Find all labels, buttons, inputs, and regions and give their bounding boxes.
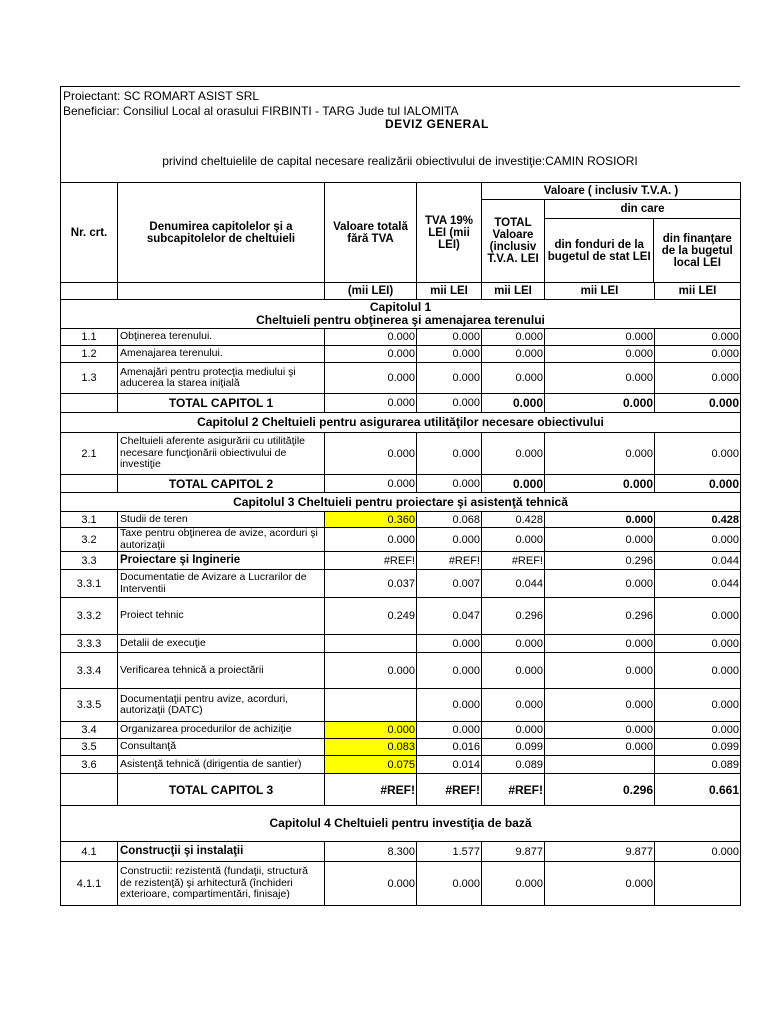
unit-local: mii LEI <box>655 283 741 300</box>
cell-total: 0.000 <box>482 653 545 689</box>
cell-nr: 4.1 <box>61 842 118 862</box>
cell-total: 0.000 <box>482 862 545 906</box>
cell-local: 0.044 <box>655 552 741 570</box>
cell-tva: 0.047 <box>417 598 482 635</box>
cell-total: #REF! <box>482 774 545 806</box>
cell-tva: 0.068 <box>417 512 482 528</box>
cell-stat: 0.000 <box>545 528 655 552</box>
cell-tva: 0.000 <box>417 433 482 475</box>
col-header-valoare-totala: Valoare totală fără TVA <box>325 183 417 283</box>
table-row <box>61 635 741 653</box>
cell-total: 9.877 <box>482 842 545 862</box>
cell-valoare: #REF! <box>325 552 417 570</box>
table-row <box>61 433 741 475</box>
cell-total: #REF! <box>482 552 545 570</box>
cell-local: 0.428 <box>655 512 741 528</box>
cell-valoare: #REF! <box>325 774 417 806</box>
col-header-sub <box>545 219 740 282</box>
cell-valoare: 0.000 <box>325 475 417 493</box>
cell-nr: 4.1.1 <box>61 862 118 906</box>
col-header-din-care-cell <box>545 200 741 283</box>
proiectant-line: Proiectant: SC ROMART ASIST SRL <box>63 89 260 103</box>
cell-local: 0.000 <box>655 653 741 689</box>
table-row <box>61 598 741 635</box>
cell-denumire: Amenajări pentru protecţia mediului şi aducerea la starea iniţială <box>118 363 325 394</box>
cell-stat <box>545 756 655 774</box>
chapter-title: Capitolul 3 Cheltuieli pentru proiectare şi asistenţă tehnică <box>61 493 741 512</box>
cell-stat: 0.000 <box>545 475 655 493</box>
cell-denumire: Taxe pentru obţinerea de avize, acorduri şi autorizaţii <box>118 528 325 552</box>
cell-valoare: 0.000 <box>325 528 417 552</box>
cell-tva: #REF! <box>417 552 482 570</box>
beneficiar-line: Beneficiar: Consiliul Local al orasului FIRBINTI - TARG Jude tul IALOMITA <box>63 104 459 118</box>
cell-total: 0.089 <box>482 756 545 774</box>
cell-stat: 0.000 <box>545 363 655 394</box>
col-header-denumire: Denumirea capitolelor şi a subcapitolelor de cheltuieli <box>118 183 325 283</box>
cell-local: 0.661 <box>655 774 741 806</box>
chapter-title: Capitolul 4 Cheltuieli pentru investiţia de bază <box>61 806 741 842</box>
cell-total: 0.000 <box>482 394 545 413</box>
cell-total: 0.000 <box>482 635 545 653</box>
cell-tva: #REF! <box>417 774 482 806</box>
cell-local: 0.000 <box>655 598 741 635</box>
table-row <box>61 653 741 689</box>
cell-valoare: 0.249 <box>325 598 417 635</box>
cell-local: 0.000 <box>655 635 741 653</box>
table-row <box>61 512 741 528</box>
col-header-tva: TVA 19% LEI (mii LEI) <box>417 183 482 283</box>
cell-valoare: 0.000 <box>325 862 417 906</box>
cell-valoare: 0.000 <box>325 394 417 413</box>
table-row <box>61 329 741 346</box>
cell-local: 0.089 <box>655 756 741 774</box>
cell-stat: 0.000 <box>545 570 655 598</box>
total-label: TOTAL CAPITOL 2 <box>118 475 325 493</box>
cell-tva: 0.000 <box>417 862 482 906</box>
cell-tva: 0.000 <box>417 689 482 722</box>
table-row <box>61 756 741 774</box>
cell-total: 0.000 <box>482 346 545 363</box>
cell-stat: 0.000 <box>545 722 655 739</box>
cell-local: 0.000 <box>655 363 741 394</box>
cell-stat: 0.000 <box>545 653 655 689</box>
cell-denumire: Constructii: rezistentă (fundaţii, structură de rezistenţă) şi arhitectură (închideri exterioare, compartimentări, finisaje) <box>118 862 325 906</box>
cell-stat: 0.000 <box>545 739 655 756</box>
cell-denumire: Obţinerea terenului. <box>118 329 325 346</box>
cell-total: 0.000 <box>482 689 545 722</box>
cell-denumire: Amenajarea terenului. <box>118 346 325 363</box>
unit-total: mii LEI <box>482 283 545 300</box>
total-label: TOTAL CAPITOL 1 <box>118 394 325 413</box>
cell-tva: 0.000 <box>417 653 482 689</box>
cell-local: 0.044 <box>655 570 741 598</box>
cell-denumire: Documentaţii pentru avize, acorduri, autorizaţii (DATC) <box>118 689 325 722</box>
cell-valoare: 0.000 <box>325 653 417 689</box>
cell-total: 0.000 <box>482 722 545 739</box>
cell-stat: 0.000 <box>545 346 655 363</box>
cell-nr: 3.4 <box>61 722 118 739</box>
cell-tva: 0.000 <box>417 346 482 363</box>
table-row <box>61 363 741 394</box>
document-subtitle: privind cheltuielile de capital necesare realizării obiectivului de investiţie:CAMIN ROSIORI <box>162 154 638 168</box>
total-row <box>61 394 741 413</box>
table-row <box>61 722 741 739</box>
cell-tva: 0.000 <box>417 635 482 653</box>
cell-local: 0.000 <box>655 433 741 475</box>
cell-valoare: 0.000 <box>325 722 417 739</box>
cell-valoare: 0.000 <box>325 346 417 363</box>
cell-local: 0.099 <box>655 739 741 756</box>
table-row <box>61 739 741 756</box>
cell-denumire: Consultanţă <box>118 739 325 756</box>
cell-nr: 1.1 <box>61 329 118 346</box>
cell-denumire: Construcţii şi instalaţii <box>118 842 325 862</box>
chapter-title: Capitolul 2 Cheltuieli pentru asigurarea utilităţilor necesare obiectivului <box>61 413 741 433</box>
cell-total: 0.000 <box>482 433 545 475</box>
cell-nr: 3.5 <box>61 739 118 756</box>
cell-valoare: 0.037 <box>325 570 417 598</box>
cell-nr: 3.3.1 <box>61 570 118 598</box>
cell-tva: 0.000 <box>417 722 482 739</box>
table-row <box>61 552 741 570</box>
unit-stat: mii LEI <box>545 283 655 300</box>
chapter-row <box>61 493 741 512</box>
cell-nr: 3.6 <box>61 756 118 774</box>
cell-total: 0.000 <box>482 329 545 346</box>
cell-total: 0.000 <box>482 528 545 552</box>
cell-stat: 0.000 <box>545 689 655 722</box>
cell-nr: 3.3.4 <box>61 653 118 689</box>
cell-tva: 0.000 <box>417 394 482 413</box>
col-header-fonduri-stat: din fonduri de la bugetul de stat LEI <box>545 219 654 282</box>
cell-tva: 1.577 <box>417 842 482 862</box>
cell-total: 0.099 <box>482 739 545 756</box>
deviz-table <box>60 182 741 906</box>
cell-local: 0.000 <box>655 346 741 363</box>
cell-local: 0.000 <box>655 528 741 552</box>
cell-stat: 0.000 <box>545 394 655 413</box>
cell-nr: 3.3.5 <box>61 689 118 722</box>
cell-tva: 0.007 <box>417 570 482 598</box>
cell-valoare: 0.000 <box>325 363 417 394</box>
unit-tva: mii LEI <box>417 283 482 300</box>
cell-nr: 3.3 <box>61 552 118 570</box>
cell-tva: 0.000 <box>417 475 482 493</box>
col-header-total: TOTAL Valoare (inclusiv T.V.A. LEI <box>482 200 545 283</box>
cell-nr: 3.2 <box>61 528 118 552</box>
cell-total: 0.044 <box>482 570 545 598</box>
cell-valoare <box>325 689 417 722</box>
document-title: DEVIZ GENERAL <box>385 117 489 131</box>
cell-valoare: 8.300 <box>325 842 417 862</box>
cell-local: 0.000 <box>655 329 741 346</box>
cell-local: 0.000 <box>655 842 741 862</box>
cell-tva: 0.000 <box>417 363 482 394</box>
chapter-row <box>61 300 741 329</box>
cell-local: 0.000 <box>655 475 741 493</box>
cell-stat: 0.000 <box>545 512 655 528</box>
cell-nr <box>61 475 118 493</box>
cell-local: 0.000 <box>655 394 741 413</box>
cell-denumire: Documentatie de Avizare a Lucrarilor de Interventii <box>118 570 325 598</box>
cell-stat: 0.296 <box>545 598 655 635</box>
cell-total: 0.296 <box>482 598 545 635</box>
chapter-row <box>61 806 741 842</box>
total-row <box>61 774 741 806</box>
cell-local: 0.000 <box>655 722 741 739</box>
cell-tva: 0.014 <box>417 756 482 774</box>
cell-denumire: Detalii de execuţie <box>118 635 325 653</box>
cell-nr: 3.1 <box>61 512 118 528</box>
table-row <box>61 689 741 722</box>
cell-nr: 3.3.3 <box>61 635 118 653</box>
cell-stat: 0.000 <box>545 635 655 653</box>
cell-valoare: 0.360 <box>325 512 417 528</box>
cell-nr: 1.2 <box>61 346 118 363</box>
total-label: TOTAL CAPITOL 3 <box>118 774 325 806</box>
col-header-valoare-group: Valoare ( inclusiv T.V.A. ) <box>482 183 741 200</box>
cell-local <box>655 862 741 906</box>
cell-total: 0.000 <box>482 475 545 493</box>
cell-nr <box>61 394 118 413</box>
cell-stat: 0.296 <box>545 774 655 806</box>
cell-valoare <box>325 635 417 653</box>
cell-denumire: Proiectare şi Inginerie <box>118 552 325 570</box>
cell-denumire: Proiect tehnic <box>118 598 325 635</box>
cell-stat: 0.000 <box>545 862 655 906</box>
cell-denumire: Organizarea procedurilor de achiziţie <box>118 722 325 739</box>
cell-valoare: 0.075 <box>325 756 417 774</box>
cell-local: 0.000 <box>655 689 741 722</box>
cell-stat: 0.000 <box>545 329 655 346</box>
col-header-din-care: din care <box>545 200 740 219</box>
cell-nr: 3.3.2 <box>61 598 118 635</box>
table-row <box>61 842 741 862</box>
cell-denumire: Asistenţă tehnică (dirigentia de santier) <box>118 756 325 774</box>
cell-total: 0.000 <box>482 363 545 394</box>
cell-valoare: 0.000 <box>325 433 417 475</box>
cell-denumire: Verificarea tehnică a proiectării <box>118 653 325 689</box>
cell-nr: 2.1 <box>61 433 118 475</box>
col-header-nr: Nr. crt. <box>61 183 118 283</box>
cell-valoare: 0.083 <box>325 739 417 756</box>
unit-valoare: (mii LEI) <box>325 283 417 300</box>
cell-total: 0.428 <box>482 512 545 528</box>
table-row <box>61 570 741 598</box>
cell-denumire: Cheltuieli aferente asigurării cu utilităţile necesare funcţionării obiectivului de investiţie <box>118 433 325 475</box>
cell-tva: 0.000 <box>417 329 482 346</box>
cell-stat: 0.000 <box>545 433 655 475</box>
table-row <box>61 346 741 363</box>
table-row <box>61 528 741 552</box>
cell-denumire: Studii de teren <box>118 512 325 528</box>
col-header-finantare-local: din finanţare de la bugetul local LEI <box>661 232 733 269</box>
cell-stat: 9.877 <box>545 842 655 862</box>
table-row <box>61 862 741 906</box>
chapter-row <box>61 413 741 433</box>
cell-tva: 0.000 <box>417 528 482 552</box>
cell-valoare: 0.000 <box>325 329 417 346</box>
cell-nr <box>61 774 118 806</box>
chapter-title: Capitolul 1 Cheltuieli pentru obţinerea şi amenajarea terenului <box>61 300 741 329</box>
total-row <box>61 475 741 493</box>
cell-stat: 0.296 <box>545 552 655 570</box>
cell-nr: 1.3 <box>61 363 118 394</box>
cell-tva: 0.016 <box>417 739 482 756</box>
